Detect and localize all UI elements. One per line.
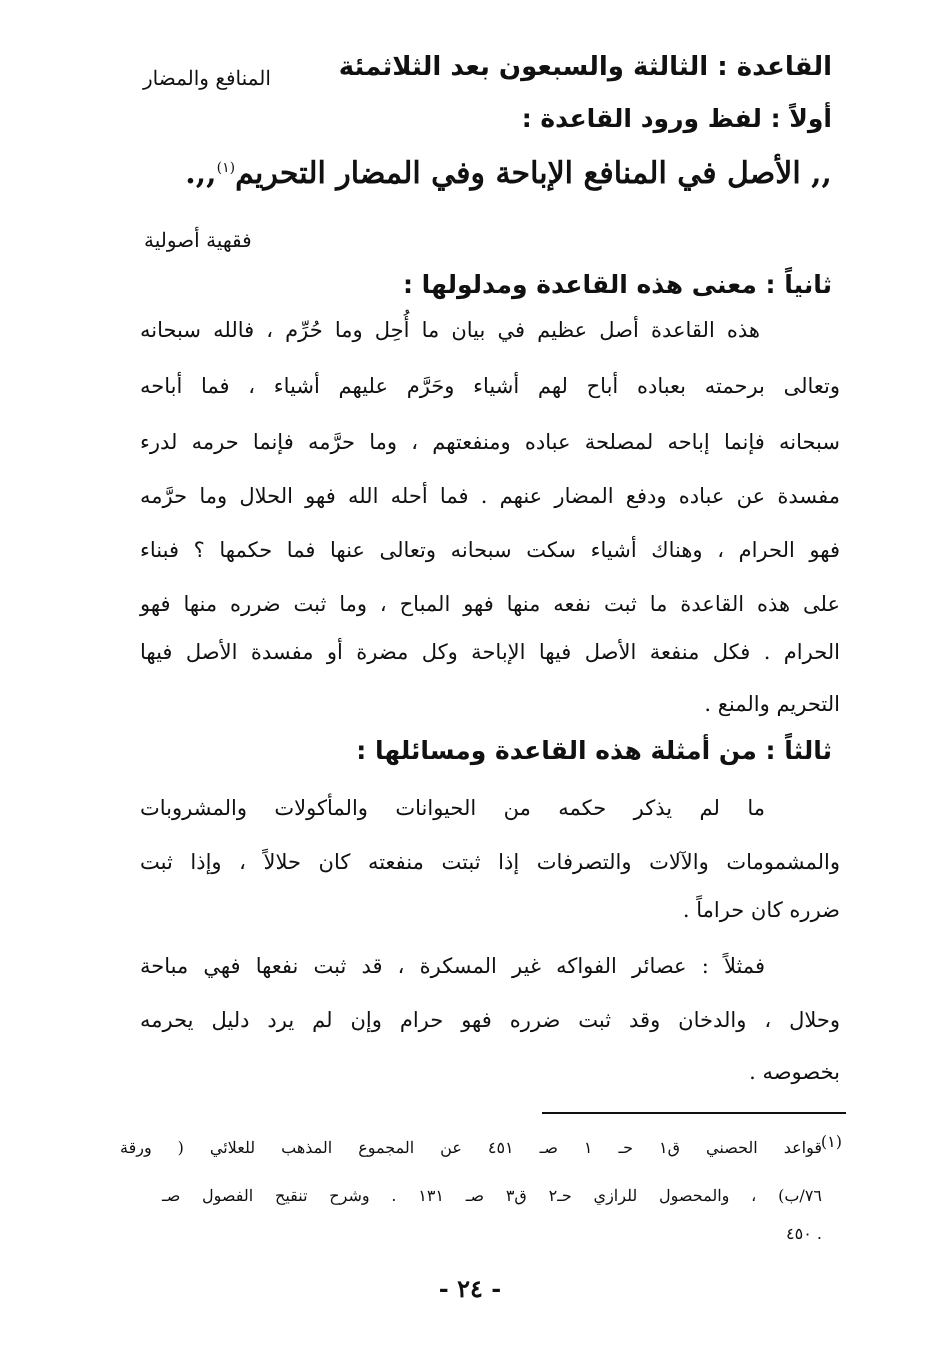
body-line: هذه القاعدة أصل عظيم في بيان ما أُحِل وما حُرِّم ، فالله سبحانه: [140, 318, 760, 342]
body-line: سبحانه فإنما إباحه لمصلحة عباده ومنفعتهم ، وما حرَّمه فإنما حرمه لدرء: [140, 430, 840, 454]
section-heading-meaning: ثانياً : معنى هذه القاعدة ومدلولها :: [402, 270, 832, 299]
body-line: التحريم والمنع .: [704, 692, 840, 716]
body-line: وتعالى برحمته بعباده أباح لهم أشياء وحَرَّم عليهم أشياء ، فما أباحه: [140, 374, 840, 398]
body-line: فمثلاً : عصائر الفواكه غير المسكرة ، قد ثبت نفعها فهي مباحة: [140, 954, 765, 978]
rule-text: ,, الأصل في المنافع الإباحة وفي المضار التحريم: [235, 156, 832, 191]
rule-end-quote: ,,.: [185, 156, 217, 191]
body-line: والمشمومات والآلات والتصرفات إذا ثبتت منفعته كان حلالاً ، وإذا ثبت: [140, 850, 840, 874]
footnote-ref: (١): [216, 160, 236, 176]
footnote-line: قواعد الحصني ق١ حـ ١ صـ ٤٥١ عن المجموع المذهب للعلائي ( ورقة: [120, 1138, 822, 1157]
section-heading-examples: ثالثاً : من أمثلة هذه القاعدة ومسائلها :: [356, 736, 832, 765]
footnote-line: ٧٦/ب) ، والمحصول للرازي حـ٢ ق٣ صـ ١٣١ . وشرح تنقيح الفصول صـ: [162, 1186, 822, 1205]
body-line: وحلال ، والدخان وقد ثبت ضرره فهو حرام وإن لم يرد دليل يحرمه: [140, 1008, 840, 1032]
section-heading-wording: أولاً : لفظ ورود القاعدة :: [521, 104, 832, 133]
body-line: ضرره كان حراماً .: [682, 898, 840, 922]
page-number: - ٢٤ -: [438, 1274, 502, 1303]
body-line: على هذه القاعدة ما ثبت نفعه منها فهو المباح ، وما ثبت ضرره منها فهو: [140, 592, 840, 616]
footnote-divider: [542, 1112, 846, 1114]
rule-type-label: فقهية أصولية: [144, 228, 252, 252]
topic-label: المنافع والمضار: [143, 66, 271, 90]
rule-statement: [185, 156, 832, 191]
running-title: القاعدة : الثالثة والسبعون بعد الثلاثمئة: [338, 52, 832, 82]
footnote-marker: (١): [820, 1132, 842, 1151]
body-line: مفسدة عن عباده ودفع المضار عنهم . فما أحله الله فهو الحلال وما حرَّمه: [140, 484, 840, 508]
footnote-line: ٤٥٠ .: [786, 1224, 822, 1243]
body-line: بخصوصه .: [749, 1060, 840, 1084]
body-line: فهو الحرام ، وهناك أشياء سكت سبحانه وتعالى عنها فما حكمها ؟ فبناء: [140, 538, 840, 562]
body-line: الحرام . فكل منفعة الأصل فيها الإباحة وكل مضرة أو مفسدة الأصل فيها: [140, 640, 840, 664]
body-line: ما لم يذكر حكمه من الحيوانات والمأكولات والمشروبات: [140, 796, 765, 820]
